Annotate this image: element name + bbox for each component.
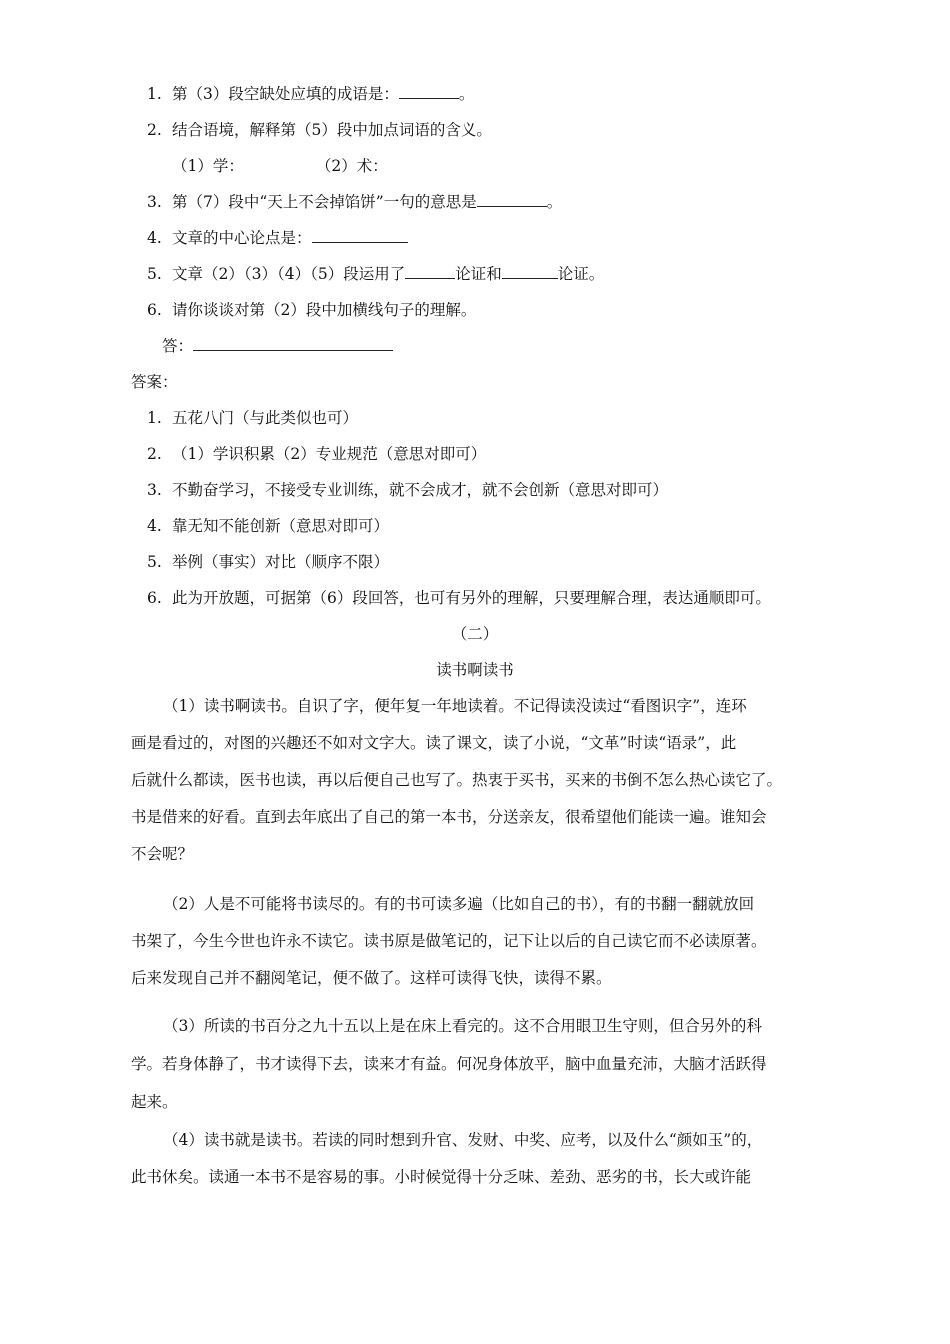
paragraph-line: 书是借来的好看。直到去年底出了自己的第一本书，分送亲友，很希望他们能读一遍。谁知会	[131, 808, 767, 826]
question-4	[147, 228, 408, 248]
paragraph-line: 书架了，今生今世也许永不读它。读书原是做笔记的，记下让以后的自己读它而不必读原著。	[131, 932, 767, 950]
answer-number: 4.	[147, 517, 162, 535]
question-number: 4.	[147, 229, 162, 247]
paragraph-line: 画是看过的，对图的兴趣还不如对文字大。读了课文，读了小说，“文革”时读“语录”，此	[131, 734, 737, 752]
answer-item	[147, 588, 771, 608]
paragraph-line: 学。若身体静了，书才读得下去，读来才有益。何况身体放平，脑中血量充沛，大脑才活跃得	[131, 1055, 767, 1073]
answer-line	[162, 336, 393, 356]
paragraph-line: 不会呢？	[131, 845, 194, 863]
answer-blank	[312, 228, 408, 243]
question-6	[147, 300, 476, 320]
answer-item	[147, 480, 668, 500]
paragraph-line: （1）读书啊读书。自识了字，便年复一年地读着。不记得读没读过“看图识字”，连环	[163, 697, 747, 715]
answer-blank	[399, 84, 459, 99]
answer-item	[147, 444, 486, 464]
answer-number: 1.	[147, 409, 162, 427]
answer-text: （1）学识积累（2）专业规范（意思对即可）	[172, 445, 487, 463]
article-title: 读书啊读书	[436, 661, 514, 679]
question-3	[147, 192, 562, 212]
question-5	[147, 264, 604, 284]
question-2	[147, 120, 492, 140]
answer-item	[147, 552, 389, 572]
section-number: （二）	[451, 625, 499, 643]
answer-number: 5.	[147, 553, 162, 571]
answer-text: 五花八门（与此类似也可）	[172, 409, 359, 427]
paragraph-line: 起来。	[131, 1093, 178, 1111]
answer-blank	[502, 264, 558, 279]
subpart-1: （1）学：	[172, 157, 244, 175]
question-text: 第（7）段中“天上不会掉馅饼”一句的意思是	[172, 193, 477, 211]
question-text-mid: 论证和	[455, 265, 502, 283]
question-text: 文章的中心论点是：	[172, 229, 312, 247]
answer-item	[147, 408, 358, 428]
answer-number: 6.	[147, 589, 162, 607]
question-text: 请你谈谈对第（2）段中加横线句子的理解。	[172, 301, 477, 319]
question-text-end: 。	[458, 85, 475, 103]
answer-item	[147, 516, 389, 536]
answer-number: 2.	[147, 445, 162, 463]
question-number: 1.	[147, 85, 162, 103]
question-number: 3.	[147, 193, 162, 211]
paragraph-line: 此书休矣。读通一本书不是容易的事。小时候觉得十分乏味、差劲、恶劣的书，长大或许能	[131, 1168, 752, 1186]
question-text-end: 。	[546, 193, 563, 211]
paragraph-line: 后就什么都读，医书也读，再以后便自己也写了。热衷于买书，买来的书倒不怎么热心读它了。	[131, 771, 783, 789]
answer-blank	[477, 192, 547, 207]
paragraph-line: （2）人是不可能将书读尽的。有的书可读多遍（比如自己的书），有的书翻一翻就放回	[163, 895, 755, 913]
question-text: 文章（2）（3）（4）（5）段运用了	[172, 265, 406, 283]
question-number: 5.	[147, 265, 162, 283]
question-text: 结合语境，解释第（5）段中加点词语的含义。	[172, 121, 492, 139]
question-2-subparts	[172, 156, 388, 176]
paragraph-line: 后来发现自己并不翻阅笔记，便不做了。这样可读得飞快，读得不累。	[131, 969, 612, 987]
answer-text: 靠无知不能创新（意思对即可）	[172, 517, 390, 535]
answer-number: 3.	[147, 481, 162, 499]
paragraph-line: （4）读书就是读书。若读的同时想到升官、发财、中奖、应考，以及什么“颜如玉”的，	[163, 1131, 763, 1149]
question-number: 6.	[147, 301, 162, 319]
answer-text: 举例（事实）对比（顺序不限）	[172, 553, 390, 571]
answer-blank	[193, 336, 393, 351]
question-1	[147, 84, 474, 104]
subpart-2: （2）术：	[315, 157, 388, 175]
paragraph-line: （3）所读的书百分之九十五以上是在床上看完的。这不合用眼卫生守则，但合另外的科	[163, 1017, 762, 1035]
question-number: 2.	[147, 121, 162, 139]
answers-heading: 答案：	[131, 373, 178, 391]
question-text: 第（3）段空缺处应填的成语是：	[172, 85, 399, 103]
question-text-end: 论证。	[557, 265, 605, 283]
answer-label: 答：	[162, 337, 194, 355]
answer-blank	[405, 264, 455, 279]
answer-text: 不勤奋学习，不接受专业训练，就不会成才，就不会创新（意思对即可）	[172, 481, 669, 499]
answer-text: 此为开放题，可据第（6）段回答，也可有另外的理解，只要理解合理，表达通顺即可。	[172, 589, 771, 607]
